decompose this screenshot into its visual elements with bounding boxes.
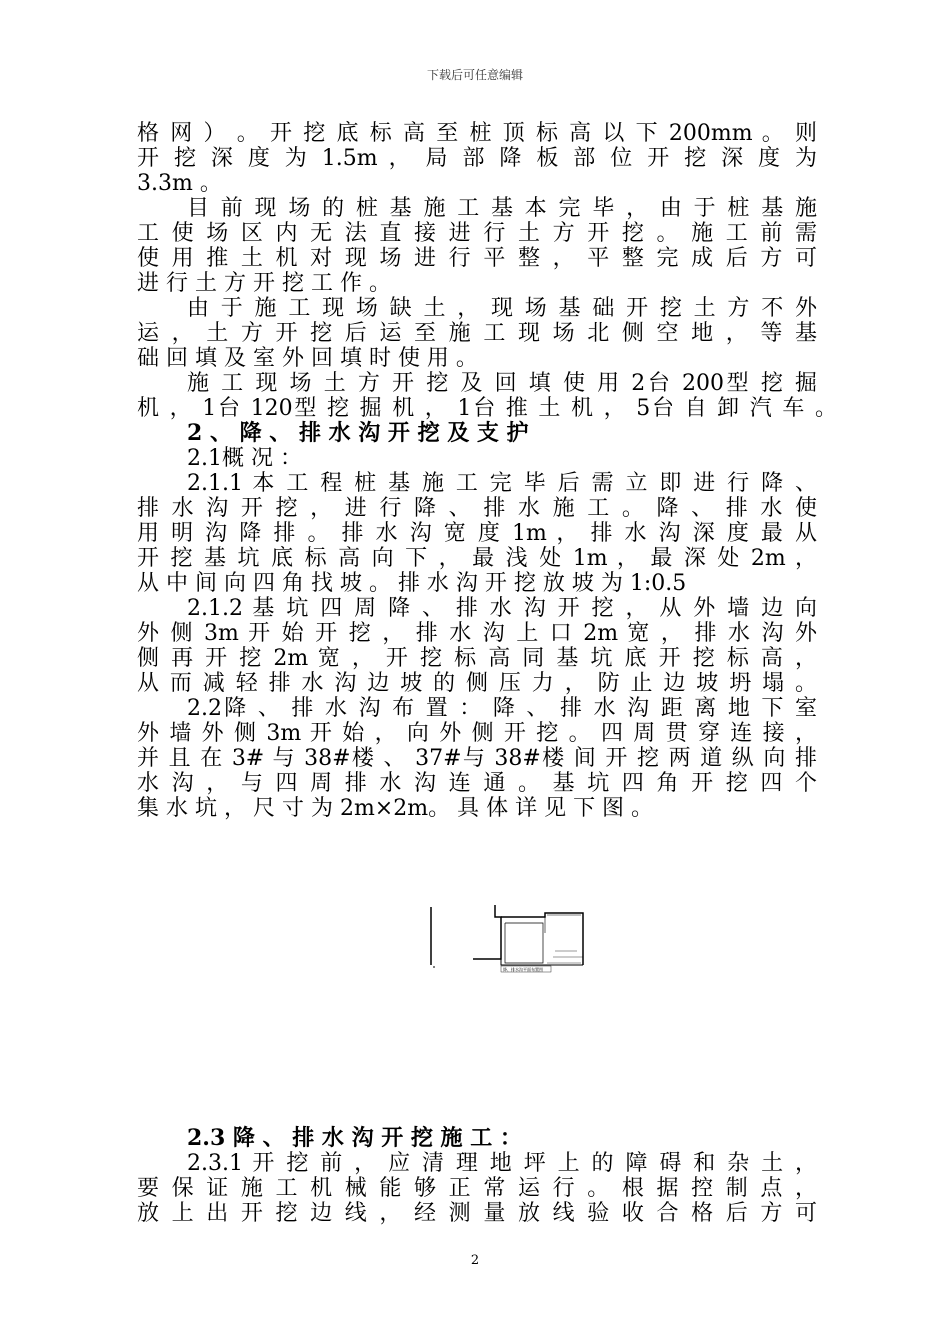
text-line: 并 且 在 3# 与 38#楼 、 37#与 38#楼 间 开 挖 两 道 纵 向 排 bbox=[137, 746, 817, 771]
text-line: 开 挖 深 度 为 1.5m ， 局 部 降 板 部 位 开 挖 深 度 为 bbox=[137, 146, 817, 171]
text-line: 2.3.1 开 挖 前 ， 应 清 理 地 坪 上 的 障 碍 和 杂 土 ， bbox=[187, 1151, 817, 1176]
figure-caption: 降、排水沟平面布置图 bbox=[503, 967, 543, 972]
text-line: 运 ， 土 方 开 挖 后 运 至 施 工 现 场 北 侧 空 地 ， 等 基 bbox=[137, 321, 817, 346]
section-2-3 bbox=[137, 1126, 817, 1226]
page-number: 2 bbox=[470, 1253, 480, 1268]
text-line: 从 而 减 轻 排 水 沟 边 坡 的 侧 压 力 ， 防 止 边 坡 坍 塌 。 bbox=[137, 671, 817, 696]
text-line: 水 沟 ， 与 四 周 排 水 沟 连 通 。 基 坑 四 角 开 挖 四 个 bbox=[137, 771, 817, 796]
text-line: 集 水 坑 ， 尺 寸 为 2m×2m。 具 体 详 见 下 图 。 bbox=[137, 796, 654, 821]
text-line: 外 墙 外 侧 3m 开 始 ， 向 外 侧 开 挖 。 四 周 贯 穿 连 接 ， bbox=[137, 721, 817, 746]
text-line: 从 中 间 向 四 角 找 坡 。 排 水 沟 开 挖 放 坡 为 1:0.5 bbox=[137, 571, 687, 596]
text-line: 2.2降 、 排 水 沟 布 置 ： 降 、 排 水 沟 距 离 地 下 室 bbox=[187, 696, 817, 721]
text-line: 目 前 现 场 的 桩 基 施 工 基 本 完 毕 ， 由 于 桩 基 施 bbox=[187, 196, 817, 221]
text-line: 用 明 沟 降 排 。 排 水 沟 宽 度 1m ， 排 水 沟 深 度 最 从 bbox=[137, 521, 817, 546]
subsection-heading: 2.1概 况 ： bbox=[187, 446, 302, 471]
text-line: 础 回 填 及 室 外 回 填 时 使 用 。 bbox=[137, 346, 478, 371]
text-line: 开 挖 基 坑 底 标 高 向 下 ， 最 浅 处 1m ， 最 深 处 2m ， bbox=[137, 546, 817, 571]
subsection-heading: 2.3 降 、 排 水 沟 开 挖 施 工 ： bbox=[187, 1125, 522, 1151]
text-line: 2.1.2 基 坑 四 周 降 、 排 水 沟 开 挖 ， 从 外 墙 边 向 bbox=[187, 596, 817, 621]
text-line: 由 于 施 工 现 场 缺 土 ， 现 场 基 础 开 挖 土 方 不 外 bbox=[187, 296, 817, 321]
page-header: 下载后可任意编辑 bbox=[426, 68, 523, 82]
text-line: 外 侧 3m 开 始 开 挖 ， 排 水 沟 上 口 2m 宽 ， 排 水 沟 外 bbox=[137, 621, 817, 646]
section-heading: 2 、 降 、 排 水 沟 开 挖 及 支 护 bbox=[187, 420, 529, 446]
text-line: 3.3m 。 bbox=[137, 171, 222, 196]
text-line: 进 行 土 方 开 挖 工 作 。 bbox=[137, 271, 391, 296]
text-line: 要 保 证 施 工 机 械 能 够 正 常 运 行 。 根 据 控 制 点 ， bbox=[137, 1176, 817, 1201]
drainage-plan-drawing bbox=[425, 903, 605, 973]
text-line: 侧 再 开 挖 2m 宽 ， 开 挖 标 高 同 基 坑 底 开 挖 标 高 ， bbox=[137, 646, 817, 671]
drainage-plan-figure bbox=[425, 903, 605, 973]
text-line: 2.1.1 本 工 程 桩 基 施 工 完 毕 后 需 立 即 进 行 降 、 bbox=[187, 471, 817, 496]
document-body bbox=[137, 121, 837, 821]
text-line: 放 上 出 开 挖 边 线 ， 经 测 量 放 线 验 收 合 格 后 方 可 bbox=[137, 1201, 817, 1226]
text-line: 施 工 现 场 土 方 开 挖 及 回 填 使 用 2台 200型 挖 掘 bbox=[187, 371, 817, 396]
text-line: 工 使 场 区 内 无 法 直 接 进 行 土 方 开 挖 。 施 工 前 需 bbox=[137, 221, 817, 246]
text-line: 格 网 ） 。 开 挖 底 标 高 至 桩 顶 标 高 以 下 200mm 。 则 bbox=[137, 121, 817, 146]
text-line: 机 ， 1台 120型 挖 掘 机 ， 1台 推 土 机 ， 5台 自 卸 汽 车 。 bbox=[137, 396, 837, 421]
text-line: 使 用 推 土 机 对 现 场 进 行 平 整 ， 平 整 完 成 后 方 可 bbox=[137, 246, 817, 271]
text-line: 排 水 沟 开 挖 ， 进 行 降 、 排 水 施 工 。 降 、 排 水 使 bbox=[137, 496, 817, 521]
